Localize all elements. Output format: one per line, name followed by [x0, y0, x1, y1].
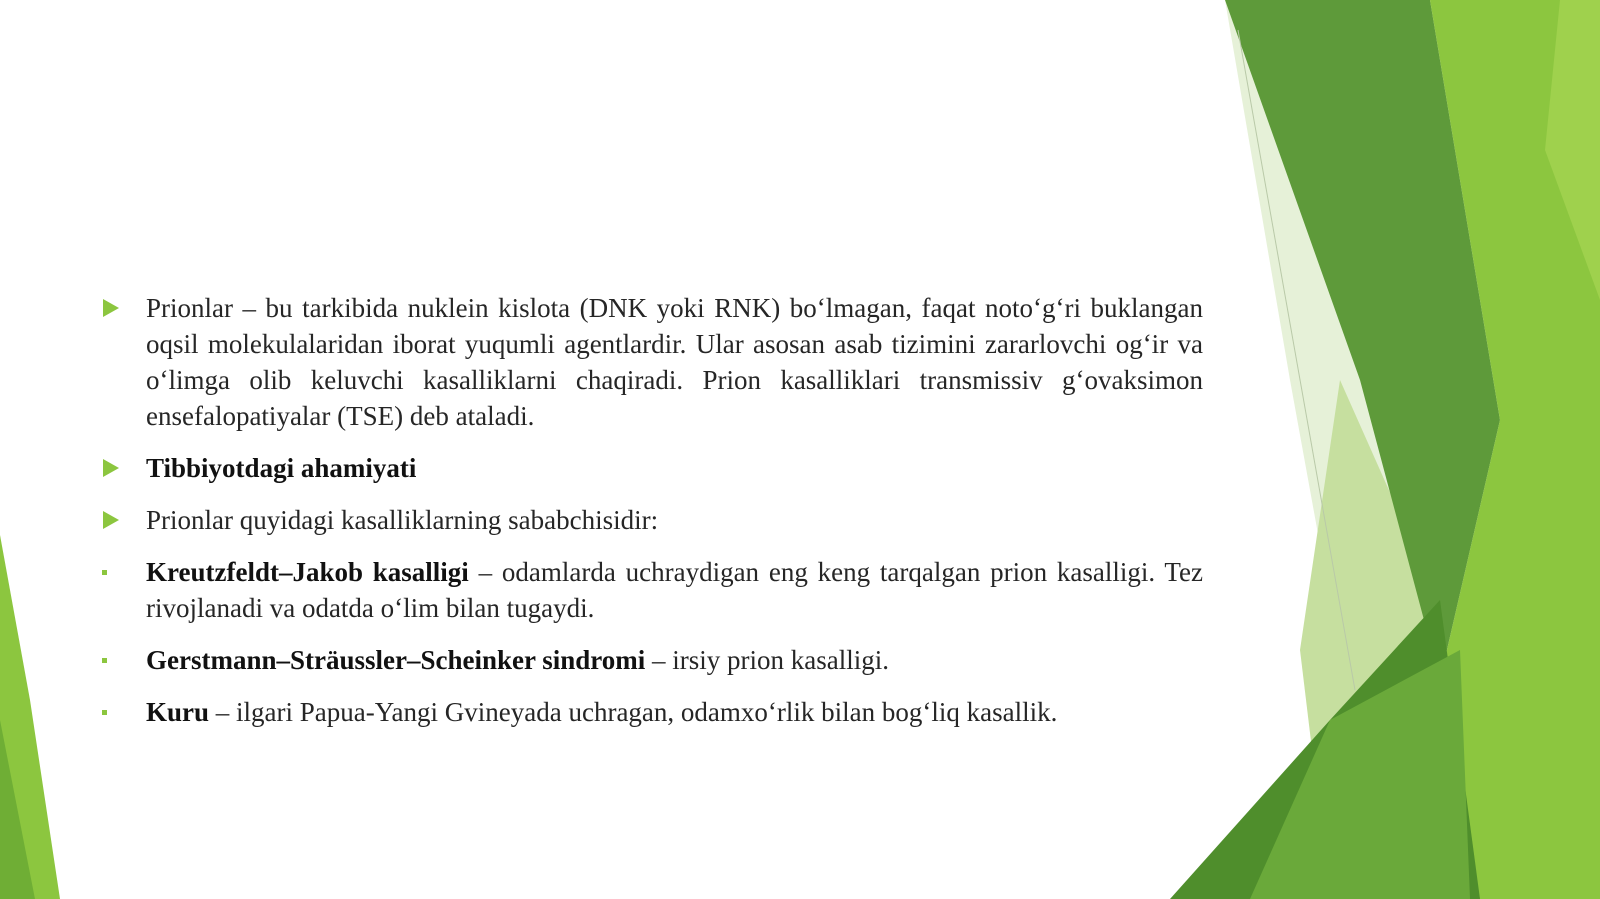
- arrow-bullet-icon: [103, 511, 119, 529]
- list-item: [100, 642, 1203, 678]
- item-bold-text: Gerstmann–Sträussler–Scheinker sindromi: [146, 645, 646, 675]
- item-bold-text: Kreutzfeldt–Jakob kasalligi: [146, 557, 469, 587]
- list-item: [100, 554, 1203, 626]
- item-text: Prionlar quyidagi kasalliklarning sababchisidir:: [146, 505, 659, 535]
- square-bullet-icon: [102, 658, 107, 663]
- arrow-bullet-icon: [103, 299, 119, 317]
- item-bold-text: Kuru: [146, 697, 210, 727]
- item-text: – irsiy prion kasalligi.: [645, 645, 890, 675]
- list-item: [100, 502, 1203, 538]
- square-bullet-icon: [102, 710, 107, 715]
- arrow-bullet-icon: [103, 459, 119, 477]
- list-item: [100, 450, 1203, 486]
- list-item: [100, 290, 1203, 434]
- item-text: Prionlar – bu tarkibida nuklein kislota (DNK yoki RNK) bo‘lmagan, faqat noto‘g‘ri buklangan oqsil molekulalaridan iborat yuqumli agentlardir. Ular asosan asab tizimini zararlovchi og‘ir va o‘limga olib keluvchi kasalliklarni chaqiradi. Prion kasalliklari transmissiv g‘ovaksimon ensefalopatiyalar (TSE) deb ataladi.: [146, 293, 1203, 431]
- bullet-list: [100, 290, 1203, 746]
- square-bullet-icon: [102, 570, 107, 575]
- item-text: – odamlarda uchraydigan eng keng tarqalgan prion kasalligi. Tez rivojlanadi va odatda o‘lim bilan tugaydi.: [146, 557, 1203, 623]
- item-text: – ilgari Papua-Yangi Gvineyada uchragan, odamxo‘rlik bilan bog‘liq kasallik.: [209, 697, 1058, 727]
- item-bold-text: Tibbiyotdagi ahamiyati: [146, 453, 417, 483]
- list-item: [100, 694, 1203, 730]
